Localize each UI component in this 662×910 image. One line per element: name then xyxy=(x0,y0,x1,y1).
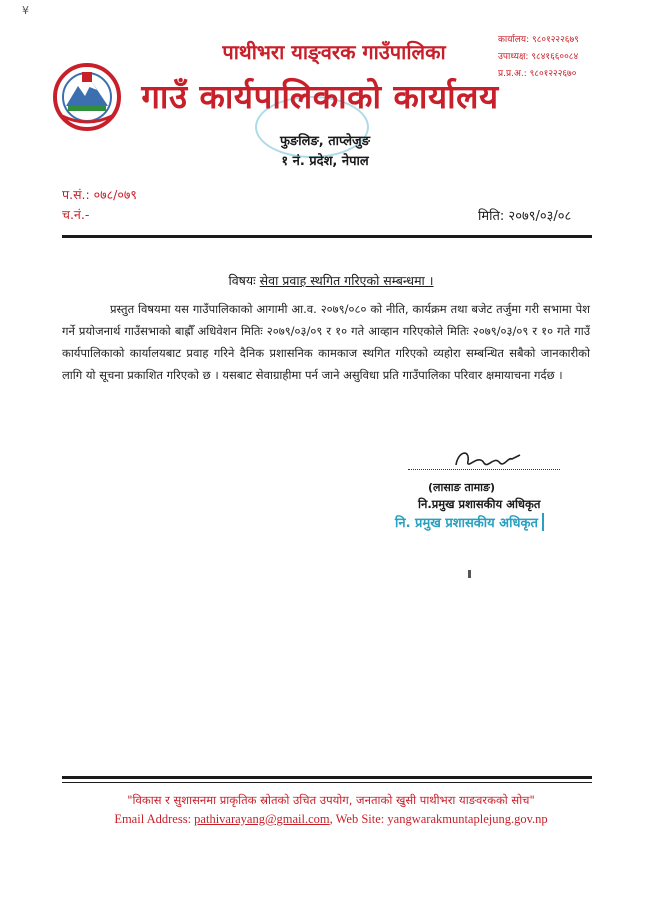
footer-divider-thin xyxy=(62,782,592,783)
designation-stamp: नि. प्रमुख प्रशासकीय अधिकृत xyxy=(395,513,544,531)
signatory-title: नि.प्रमुख प्रशासकीय अधिकृत xyxy=(418,497,541,511)
province-line: १ नं. प्रदेश, नेपाल xyxy=(281,154,369,169)
scan-speck xyxy=(468,570,471,578)
reference-number: प.सं.: ०७८/०७९ xyxy=(62,187,137,202)
website-label: , Web Site: xyxy=(329,812,385,826)
footer-divider xyxy=(62,776,592,779)
letter-date: मिति: २०७९/०३/०८ xyxy=(478,209,572,224)
office-location: फुङलिङ, ताप्लेजुङ xyxy=(280,134,370,149)
contact-numbers xyxy=(498,32,579,83)
footer-motto: "विकास र सुशासनमा प्राकृतिक स्रोतको उचित उपयोग, जनताको खुसी पाथीभरा याङवरकको सोच" xyxy=(127,793,535,807)
municipality-name: पाथीभरा याङ्वरक गाउँपालिका xyxy=(222,40,446,64)
contact-row-cao: प्र.प्र.अ.: ९८०१२२२६७० xyxy=(498,69,577,79)
contact-row-office: कार्यालय: ९८०१२२२६७९ xyxy=(498,35,579,45)
website-link[interactable]: yangwarakmuntaplejung.gov.np xyxy=(387,812,548,826)
signature-line xyxy=(408,455,560,470)
contact-row-vice-chair: उपाध्यक्ष: ९८४१६६००८४ xyxy=(498,52,579,62)
subject-line xyxy=(0,272,662,289)
email-label: Email Address: xyxy=(114,812,192,826)
notice-body: प्रस्तुत विषयमा यस गाउँपालिकाको आगामी आ.व. २०७९/०८० को नीति, कार्यक्रम तथा बजेट तर्जुमा गरी सभामा पेश गर्ने प्रयोजनार्थ गाउँसभाको बाह्रौँ अधिवेशन मितिः २०७९/०३/०९ र १० गते आव्हान गरिएकोले मितिः २०७९/०३/०९ र १० गते गाउँ कार्यपालिकाको कार्यालयबाट प्रवाह गरिने दैनिक प्रशासनिक कामकाज स्थगित गरिएको व्यहोरा सम्बन्धित सबैको जानकारीको लागि यो सूचना प्रकाशित गरिएको छ । यसबाट सेवाग्राहीमा पर्न जाने असुविधा प्रति गाउँपालिका परिवार क्षमायाचना गर्दछ । xyxy=(62,302,590,382)
header-divider xyxy=(62,235,592,238)
subject-label: विषयः xyxy=(228,273,256,288)
dispatch-number: च.नं.- xyxy=(62,207,90,222)
signatory-name: (लासाङ तामाङ) xyxy=(428,481,496,494)
email-link[interactable]: pathivarayang@gmail.com xyxy=(194,812,330,826)
office-title: गाउँ कार्यपालिकाको कार्यालय xyxy=(141,77,499,116)
subject-text: सेवा प्रवाह स्थगित गरिएको सम्बन्धमा । xyxy=(259,273,434,288)
footer-contact xyxy=(0,812,662,827)
page-corner-mark: ¥ xyxy=(22,4,29,17)
